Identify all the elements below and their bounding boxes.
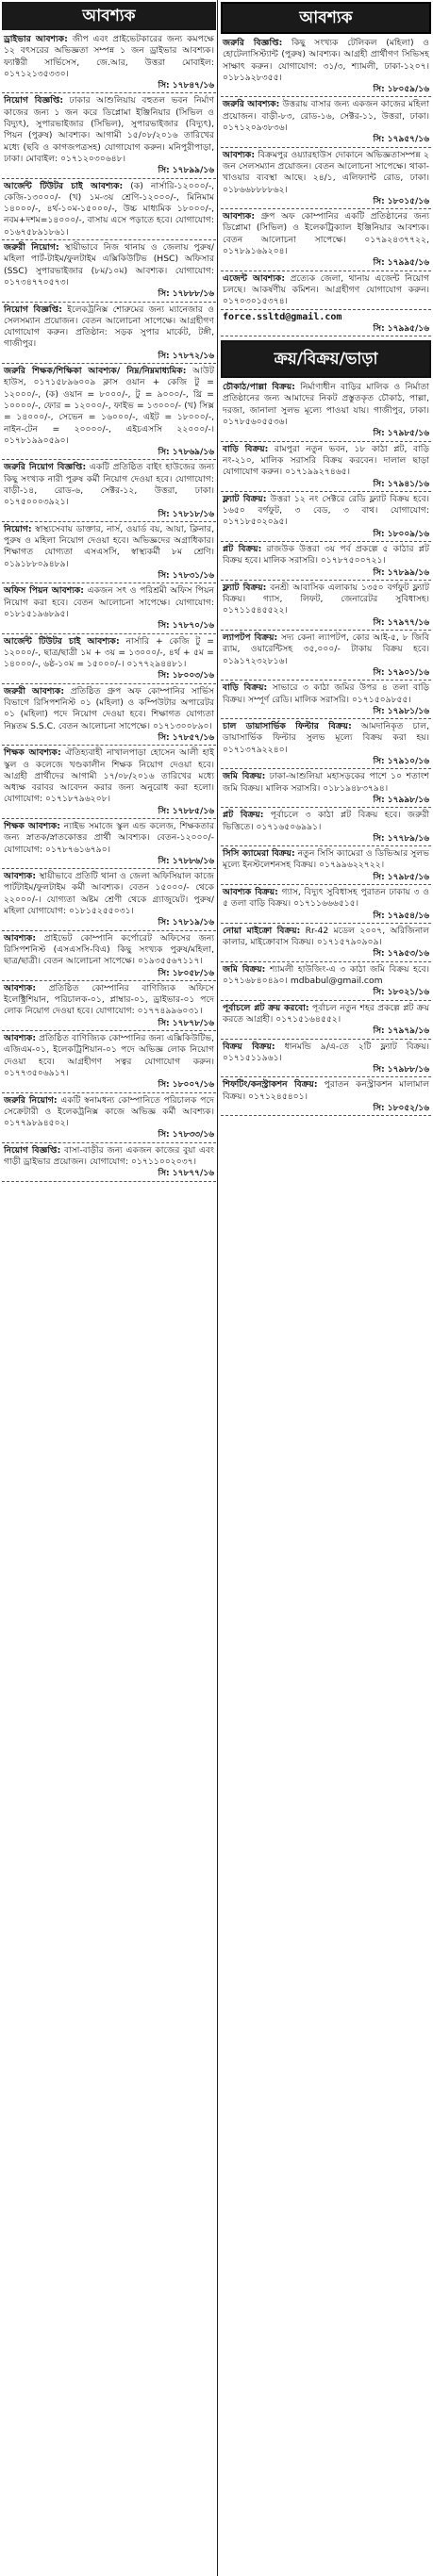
ad-code: সি: ১৭৯৮১/১৬ xyxy=(373,706,429,716)
right-column xyxy=(221,0,431,1116)
ad-body: প্রতিষ্ঠিত বাণিজ্যিক কোম্পানির জন্য এক্সিকিউটিভ, এজিএম-০১, ইলেকট্রিশিয়ান-০১ পদে অভিজ্ঞ লোক নিয়োগ দেওয়া হবে। আগ্রহীগণ সত্বর যোগাযোগ করুন। ০১৭৭৩৫০৬৯১৭। xyxy=(4,1033,214,1078)
classified-ad xyxy=(2,240,216,302)
ad-code: সি: ১৮০৫৮/১৬ xyxy=(158,968,214,978)
ad-heading: আবশ্যক বিক্রয়: xyxy=(223,887,278,897)
ad-heading: শিক্ষক আবশ্যক: xyxy=(4,821,60,831)
ad-code: সি: ১৭৯৫৪/১৬ xyxy=(373,911,429,921)
ad-code: সি: ১৭৯৯৮/১৬ xyxy=(373,795,429,805)
ad-code: সি: ১৭৯৭৭/১৬ xyxy=(373,617,429,628)
ad-body: ঐতিহ্যবাহী নাখালপাড়া হোসেন আলী হাই স্কুল ও কলেজে খণ্ডকালীন শিক্ষক নিয়োগ দেওয়া হবে। আগ্রহী প্রার্থীদের আগামী ১৭/০৮/২০১৬ তারিখের মধ্যে অধ্যক্ষ বরাবর আবেদন করার জন্য অনুরোধ করা হলো। যোগাযোগ: ০১৭১৮৭৯৬২০৮। xyxy=(4,747,214,805)
classified-ad xyxy=(221,924,431,962)
ad-heading: নিয়োগ: xyxy=(4,523,32,534)
classified-ad xyxy=(2,869,216,930)
ad-body: ন্যাইভ সমাজে স্কুল এন্ড কলেজ, শিক্ষকতার জন্য স্নাতক/স্নাতকোত্তর প্রার্থী আবশ্যক। বেতন-১২০০০/- যোগাযোগ: ০১৭৮৭৬১৬৭৯০। xyxy=(4,821,214,855)
ad-body: নতুন সিসি ক্যামেরা ও ডিভিআর সুলভ মূল্যে ইনস্টলেশনসহ বিক্রয়। ০১৭৯৯৬২২৭২২। xyxy=(223,848,429,871)
classified-ad xyxy=(221,962,431,1001)
classified-ad xyxy=(221,769,431,808)
classified-ad xyxy=(2,746,216,819)
ad-heading: চৌকাঠ/পাল্লা বিক্রয়: xyxy=(223,382,295,393)
ad-heading: জরুরী নিয়োগ: xyxy=(4,242,59,254)
ad-code: সি: ১৭৮৪৭/১৬ xyxy=(158,81,214,91)
ad-heading: অফিস পিয়ন আবশ্যক: xyxy=(4,585,84,597)
ad-body: প্রতিষ্ঠিত গ্রুপ অফ কোম্পানির সার্ভিস বিভাগে রিসিপশনিস্ট ০১ (মহিলা) ও কম্পিউটার অপারেটর ০১ (মহিলা) পদে নিয়োগ দেওয়া হবে। শিক্ষাগত যোগ্যতা নিম্নতম S.S.C. বেতন আলোচনা সাপেক্ষে। ০১৭১৩০০৮৯০। xyxy=(4,685,215,731)
classified-ad xyxy=(2,1031,216,1092)
ad-body: উত্তরায় বাসার জন্য একজন কাজের মহিলা প্রয়োজন। বাড়ী-৮৩, রোড-১৬, সেক্টর-১১, উত্তরা, ঢাকা। ০১৭১২০৯৩৮৩৬। xyxy=(223,99,430,134)
classified-ad xyxy=(221,380,431,441)
ad-heading: জরুরি আবশ্যক: xyxy=(223,99,280,110)
ad-body: বাসা-বাড়ীর জন্য একজন কাজের বুয়া এবং গাড়ী ড্রাইভার প্রয়োজন। যোগাযোগ: ০১৭১১০০২০৩৭। xyxy=(4,1144,214,1168)
ad-body: (ক) নার্সারি-১২০০০/-, কেজি-১৩০০০/- (খ) ১ম-৩য় শ্রেণি-১২০০০/-, মিনিমাম ১৪০০০/-, ৪র্থ-১০ম-১৫০০০/-, উচ্চ মাধ্যমিক ১৮০০০/-, নবম+দশম=১৪০০০/-, বাসায় এসে পড়াতে হবে। যোগাযোগ: ০১৬৭৫৮৯১৮৬১। xyxy=(4,180,215,238)
ad-heading: জমি বিক্রয়: xyxy=(223,963,266,975)
ad-code: সি: ১৭৮১৯/১৬ xyxy=(158,918,214,928)
classified-ad xyxy=(2,634,216,684)
left-column xyxy=(2,0,216,1182)
right-ads-list-1 xyxy=(221,36,431,310)
section-header-wanted-left: আবশ্যক xyxy=(2,2,216,30)
ad-heading: আবশ্যক: xyxy=(4,871,37,882)
classified-ad xyxy=(221,97,431,147)
ad-heading: আবশ্যক: xyxy=(4,1033,37,1044)
ad-heading: নোয়া মাইক্রো বিক্রয়: xyxy=(223,925,301,936)
ad-code: সি: ১৭৮৭২/১৬ xyxy=(158,351,214,361)
ad-body: কিছু সংখ্যক টেলিকল (মহিলা) ও হোটেলাসিস্ট্যান্ট (পুরুষ) আবশ্যক। আগ্রহী প্রার্থীগণ সিভিসহ সাক্ষাৎ করুন। যোগাযোগ: ৩১/৩, শ্যামলী, ঢাকা-১২০৭। ০১৮১৯২৮৩৫৫। xyxy=(223,38,429,83)
ad-code: সি: ১৭৮৯৯/১৬ xyxy=(373,567,429,578)
ad-body: বিক্রমপুর ওয়্যারহাউস দোকানে অভিজ্ঞতাসম্পন্ন ২ জন সেলসম্যান প্রয়োজন। বেতন আলোচনা সাপেক্ষে। থাকা-খাওয়ার ব্যবস্থা আছে। ২৪/১, এলিফ্যান্ট রোড, ঢাকা। ০১৮৬৬৮৮৮৮৬২। xyxy=(223,149,430,195)
ad-heading: আবশ্যক: xyxy=(4,982,37,993)
classified-ad xyxy=(221,442,431,492)
ad-body: রামপুরা নতুন ভবন, ১৮ কাঠা প্লট, বাড়ি নং-২১০, মালিক সরাসরি বিক্রয় করবেন। দালাল ছাড়া যোগাযোগ করুন। ০১৭১৯৯২৭৪৬৫। xyxy=(223,443,429,478)
ad-heading: প্লট বিক্রয়: xyxy=(223,543,262,554)
ad-body: নির্মাণাধীন বাড়ির মালিক ও নির্মাতা প্রতিষ্ঠানের জন্য আমাদের নিকট প্রস্তুতকৃত চৌকাঠ, পাল্লা, দরজা, জানালা সুলভ মূল্যে পাওয়া যায়। গাজীপুর, ঢাকা। ০১৭৮৫৬০৫৫৩৬। xyxy=(223,382,430,428)
classified-ad xyxy=(221,271,431,310)
classified-ad xyxy=(221,1077,431,1116)
ad-code: সি: ১৮০০৯/১৬ xyxy=(373,529,429,539)
ad-code: সি: ১৭৯৮৫/১৬ xyxy=(373,429,429,439)
email-address[interactable]: force.ssltd@gmail.com xyxy=(223,311,342,322)
ad-body: প্রাইভেট কোম্পানি কর্পোরেট অফিসের জন্য রিসিপশনিস্ট (এসএসসি-বিএ) কিছু সংখ্যক পুরুষ/মহিলা, ছাত্র/ছাত্রী। বেতন আলোচনা সাপেক্ষে। ০১৯৩৫৫৬৭১১৭। xyxy=(4,932,215,967)
ad-body: বনশ্রী আবাসিক এলাকায় ১৩৫০ বর্গফুট ফ্ল্যাট বিক্রয়। গ্যাস, লিফট, জেনারেটর সুবিধাসহ। ০১৭১১৫৪৫৫২২। xyxy=(223,582,430,616)
ad-heading: আর্জেন্ট টিউটর চাই আবশ্যক: xyxy=(4,635,120,647)
ad-body: আউট হাউস, ০১৭১৫৮৯৬০০৯ ক্লাস ওয়ান + কেজি টু = ১২০০০/-, (ক) ওয়ান = ৮০০০/-, টু = ৯০০০/-, থ্রি = ১০০০০/-, ফোর = ১২০০০/-, ফাইভ = ১৩০০০/- (খ) সিক্স = ১৪০০০/-, সেভেন = ১৬০০০/-, এইট = ১৮০০০/-, নাইন-টেন = ২০০০০/-, এইচএসসি ২২০০০/-। ০১৭৮১৯৯০৫৯০। xyxy=(4,366,214,446)
ad-heading: জমি বিক্রয়: xyxy=(223,771,266,782)
ad-code: সি: ১৭৯৫৩/১৬ xyxy=(373,949,429,960)
column-divider xyxy=(217,0,218,2576)
classified-ad xyxy=(221,719,431,769)
ad-heading: জরুরি শিক্ষক/শিক্ষিকা আবশ্যক/ নিম্ন/নিম্নমাধ্যমিক: xyxy=(4,366,187,377)
classified-ad xyxy=(221,148,431,209)
classified-ad xyxy=(2,460,216,521)
section-header-wanted-right: আবশ্যক xyxy=(221,2,431,34)
ad-body: পুরাতন কনস্ট্রাকশন মালামাল বিক্রয়। ০১৭১২৪৫৪০১। xyxy=(223,1079,430,1102)
ad-code: সি: ১৭৯৮৫/১৬ xyxy=(373,872,429,882)
ad-heading: ফ্ল্যাট বিক্রয়: xyxy=(223,493,267,504)
ad-body: প্রত্যেক জেলা, থানায় এজেন্ট নিয়োগ চলছে। আকর্ষণীয় কমিশন। আগ্রহীগণ যোগাযোগ করুন। ০১৭০৩০১৫৩৭৪। xyxy=(223,272,429,307)
ad-body: স্থায়ীভাবে নিজ থানায় ও জেলায় পুরুষ/মহিলা পার্ট-টাইম/ফুলটাইম এক্সিকিউটিভ (HSC) অফিসার (SSC) সুপারভাইজার (৮ম/১০ম) আবশ্যক। যোগাযোগ: ০১৭৩৪৭৭০৫৭৩। xyxy=(4,242,214,287)
ad-code: সি: ১৮০০৩/১৬ xyxy=(158,671,214,681)
classified-ad xyxy=(221,36,431,97)
ad-body: ইলেকট্রনিক্স শোরুমের জন্য ম্যানেজার ও সেলসম্যান প্রয়োজন। বেতন আলোচনা সাপেক্ষে। আগ্রহীগণ যোগাযোগ করুন। প্রতিষ্ঠান: সড়ক সুপার মার্কেট, টঙ্গী, গাজীপুর। xyxy=(4,304,215,350)
ad-code: সি: ১৭৯১০/১৬ xyxy=(373,757,429,767)
classified-ad xyxy=(221,581,431,631)
ad-body: স্বাস্থ্যসেবায় ডাক্তার, নার্স, ওয়ার্ড বয়, আয়া, ক্লিনার, পুরুষ ও মহিলা নিয়োগ দেওয়া হবে। অভিজ্ঞদের অগ্রাধিকার। শিক্ষাগত যোগ্যতা এসএসসি, স্বাস্থ্যকর্মী ৮ম শ্রেণি। ০১৯১৮৮০৯৪৮৯। xyxy=(4,523,215,569)
ad-body: একটি স্বনামধন্য কোম্পানিতে পরিচালক পদে সেক্রেটারী ও ইলেকট্রনিক্স কাজে অভিজ্ঞ কর্মী আবশ্যক। ০১৭৭৯৮৯৪৫০২। xyxy=(4,1094,214,1129)
classified-ad xyxy=(221,209,431,271)
classified-ad xyxy=(221,681,431,719)
classified-ad xyxy=(2,522,216,583)
classified-ad xyxy=(221,1001,431,1040)
classified-ad xyxy=(2,819,216,869)
classified-ad xyxy=(221,492,431,542)
ad-heading: শিক্ষক আবশ্যক: xyxy=(4,747,61,759)
ad-body: পূর্বাচলে ৩ কাঠা প্লট বিক্রয় হবে। জরুরী ভিত্তিতে। ০১৭১৬৫০৬৯৯১। xyxy=(223,810,430,832)
ad-heading: এজেন্ট আবশ্যক: xyxy=(223,272,286,284)
ad-code: সি: ১৭৮৭০/১৬ xyxy=(158,621,214,632)
right-ads-list-2 xyxy=(221,380,431,1116)
ad-body: ঢাকার আশুলিয়ায় বহুতল ভবন নির্মাণ কাজের জন্য ১ জন করে ডিপ্লোমা ইঞ্জিনিয়ার (সিভিল ও বিদ্যুৎ), সুপারভাইজার (সিভিল), সুপারভাইজার (বিদ্যুৎ), পিয়ন (পুরুষ) আবশ্যক। আগামী ১৫/০৮/২০১৬ তারিখের মধ্যে (ছবি ও কাগজপত্রসহ) যোগাযোগ করুন। মনিপুরীপাড়া, ঢাকা। মোবাইল: ০১৭১২০৩০৬৪৮। xyxy=(4,95,214,164)
email-ad xyxy=(221,310,431,337)
ad-heading: পূর্বাচলে প্লট ক্রয় করবো: xyxy=(223,1002,309,1013)
ad-body: শ্যামলী হাউজিং-এ ৩ কাঠা জমি বিক্রয় হবে। ০১৭১৬৮৪০৪৯০। mdbabul@gmail.com xyxy=(223,963,429,987)
ad-code: সি: ১৭৮৩৩/১৬ xyxy=(158,1130,214,1140)
ad-code: সি: ১৮০৫২/১৬ xyxy=(373,1104,429,1114)
ad-heading: নিয়োগ বিজ্ঞপ্তি: xyxy=(4,1144,61,1156)
classified-ad xyxy=(2,684,216,746)
classified-ad xyxy=(221,1040,431,1078)
ad-code: সি: ১৭৮৭৭/১৬ xyxy=(158,1169,214,1179)
ad-body: সদ্য কেনা ল্যাপটপ, কোর আই-৫, ৮ জিবি র‍্যাম, ওয়ারেন্টিসহ ৩৫,০০০/- টাকায় বিক্রয় হবে। ০১৯১৭২৩২৮১৬। xyxy=(223,632,429,666)
ad-body: Rr-42 মডেল ২০০৭, অরিজিনাল কালার, মাইক্রোবাস বিক্রয়। ০১৭১৫৭৯০৯০৯। xyxy=(223,925,429,948)
ad-heading: ড্রাইভার আবশ্যক: xyxy=(4,34,68,44)
ad-heading: সিসি ক্যামেরা বিক্রয়: xyxy=(223,848,295,860)
ad-heading: ল্যাপটপ বিক্রয়: xyxy=(223,632,278,644)
ad-heading: নিয়োগ বিজ্ঞপ্তি: xyxy=(4,95,64,107)
ad-code: সি: ১৭৮৩১/১৬ xyxy=(158,571,214,582)
classified-ad xyxy=(2,583,216,633)
classified-ad xyxy=(221,631,431,681)
ad-heading: চাল ডায়াসার্ভিক ফিল্টার বিক্রয়: xyxy=(223,721,352,732)
classified-ad xyxy=(221,542,431,581)
ad-code: সি: ১৭৯৫৭/১৬ xyxy=(373,135,429,145)
classified-ad xyxy=(221,808,431,846)
ad-heading: আবশ্যক: xyxy=(223,211,256,222)
ad-code: সি: ১৭৮৫৭/১৬ xyxy=(158,732,214,743)
ad-heading: বিক্রয় বিক্রয়: xyxy=(223,1041,275,1052)
ad-body: আমদানিকৃত চাল, ডায়াসার্ভিক ফিল্টার সুলভ মূল্যে বিক্রয় করা হয়। ০১৭১৩৭৯২২৪০। xyxy=(223,721,429,755)
ad-heading: শিফটিং/কনস্ট্রাকশন বিক্রয়: xyxy=(223,1079,318,1091)
ad-body: ধানমন্ডি ৯/এ-তে ২টি ফ্ল্যাট বিক্রয়। ০১৭১৫১১৯৬১। xyxy=(223,1041,430,1063)
ad-body: জীপ এবং প্রাইভেটকারের জন্য কমপক্ষে ১২ বৎসরের অভিজ্ঞতা সম্পন্ন ১ জন ড্রাইভার আবশ্যক। ফ্যাক্টরী সার্ভিসেস, জে.আর, উত্তরা মোবাইল: ০১৭১২১৩৫৩৩০। xyxy=(4,34,214,79)
ad-code: সি: ১৭৮৮৮/১৬ xyxy=(158,289,214,300)
classified-ad xyxy=(2,93,216,178)
ad-heading: আবশ্যক: xyxy=(223,149,256,160)
classified-ad xyxy=(2,1143,216,1182)
ad-body: গ্রুপ অফ কোম্পানির একটি প্রতিষ্ঠানের জন্য ডিপ্লোমা (সিভিল) ও ইলেকট্রিক্যাল ইঞ্জিনিয়ার আবশ্যক। বেতন আলোচনা সাপেক্ষে। ০১৭৯২৪৩৭৭২২, ০১৭৮৯১৬৯২০৪। xyxy=(223,211,429,257)
ad-body: স্থায়ীভাবে প্রতিটি থানা ও জেলা অফিসিয়াল কাজে পার্টটাইম/ফুলটাইম কর্মী আবশ্যক। বেতন ১৫০০০/- থেকে ২২০০০/-। যোগ্যতা অষ্টম শ্রেণী থেকে গ্র্যাজুয়েট। পুরুষ/মহিলা যোগাযোগ: ০১৮১৫২৫৫০৩১। xyxy=(4,871,215,917)
ad-heading: আর্জেন্ট টিউটর চাই আবশ্যক: xyxy=(4,180,124,191)
ad-code: সি: ১৭৮৯৯/১৬ xyxy=(158,166,214,176)
ad-heading: জরুরি নিয়োগ বিজ্ঞপ্তি: xyxy=(4,462,87,473)
ad-body: সাভারে ৩ কাঠা জমির উপর ৪ তলা বাড়ি বিক্রয়। সম্পূর্ণ রেডি। মালিক সরাসরি। ০১৭১৫০৯৮৫৫। xyxy=(223,682,430,705)
classified-ad xyxy=(2,1093,216,1143)
ad-body: গ্যাস, বিদ্যুৎ সুবিধাসহ পুরাতন ঢাকায় ৩ ও ৫ তলা বাড়ি বিক্রয়। ০১৭১১৬৬৬৫১৫। xyxy=(223,887,429,910)
classified-ad xyxy=(2,179,216,240)
ad-heading: বাড়ি বিক্রয়: xyxy=(223,682,268,694)
section-header-buy-sell-rent: ক্রয়/বিক্রয়/ভাড়া xyxy=(221,340,431,378)
ad-heading: বাড়ি বিক্রয়: xyxy=(223,443,269,454)
ad-heading: আবশ্যক: xyxy=(4,932,37,943)
ad-code: সি: ১৭৭৮৯/১৬ xyxy=(373,833,429,844)
ad-body: প্রতিষ্ঠিত কোম্পানির বাণিজ্যিক অফিসে ইলেক্ট্রিশিয়ান, পরিচালক-০১, প্লাম্বার-০১, ড্রাইভার-০১ পদে লোক নিয়োগ দেওয়া হবে। যোগাযোগ: ০১৭৭৪৯৯৬০৩১। xyxy=(4,982,214,1017)
ad-code: সি: ১৭৮৮৫/১৬ xyxy=(158,806,214,816)
ad-body: একজন সৎ ও পরিশ্রমী অফিস পিয়ন নিয়োগ করা হবে। বেতন আলোচনা সাপেক্ষে। যোগাযোগ: ০১৮১৫১৯৬৮৯৫। xyxy=(4,585,215,619)
ad-code: সি: ১৭৮৮৬/১৬ xyxy=(158,856,214,866)
ad-heading: জরুরি বিজ্ঞপ্তি: xyxy=(223,38,283,48)
ad-body: পূর্বাচল নতুন শহর প্রকল্পে প্লট ক্রয় করতে আগ্রহী। ০১৭১৫১৬৪৫৫২। xyxy=(223,1002,429,1025)
ad-code: সি: ১৮০৫৯/১৬ xyxy=(373,85,429,95)
ad-code: সি: ১৭৮১৮/১৬ xyxy=(158,509,214,519)
ad-code: সি: ১৮০০৭/১৬ xyxy=(158,1080,214,1091)
ad-body: ঢাকা-আশুলিয়া মহাসড়কের পাশে ১০ শতাংশ জমি বিক্রয়। মালিক সরাসরি। ০১৮১৯৪৮৩৭৯৪। xyxy=(223,771,429,794)
ad-body: উত্তরা ১২ নং সেক্টরে রেডি ফ্ল্যাট বিক্রয় হবে। ১৬৫০ বর্গফুট, ৩ বেড, ৩ বাথ। যোগাযোগ: ০১৭১৮৫০২০৯৫। xyxy=(223,493,430,528)
left-ads-list xyxy=(2,32,216,1182)
classified-ad xyxy=(2,981,216,1031)
ad-body: নার্সারি + কেজি টু = ১২০০০/-, ছাত্র/ছাত্রী ১ম + ৩য় = ১৩০০০/-, ৪র্থ + ৫ম = ১৪০০০/-, ৬ষ্ঠ-১০ম = ১৫০০০/-। ০১৭৭২৯৪৪৮১। xyxy=(4,635,215,670)
ad-code: সি: ১৭৮৬৯/১৬ xyxy=(158,448,214,458)
classified-ad xyxy=(2,931,216,981)
classified-ad xyxy=(2,364,216,460)
ad-code: সি: ১৭৯৭৯/১৬ xyxy=(373,1026,429,1037)
classified-ad xyxy=(2,32,216,93)
ad-heading: নিয়োগ বিজ্ঞপ্তি: xyxy=(4,304,62,315)
ad-body: একটি প্রতিষ্ঠিত বাইং হাউজের জন্য কিছু সংখ্যক নারী পুরুষ কর্মী নিয়োগ দেওয়া হবে। যোগাযোগ: বাড়ী-১৪, রোড-৬, সেক্টর-১২, উত্তরা, ঢাকা। ০১৭৫০০০৩৯২১। xyxy=(4,462,215,508)
ad-heading: ফ্ল্যাট বিক্রয়: xyxy=(223,582,267,593)
ad-code: সি: ১৭৯০১/১৬ xyxy=(373,667,429,678)
classified-ad xyxy=(2,303,216,364)
ad-heading: জরুরি নিয়োগ: xyxy=(4,1094,58,1106)
ad-code: সি: ১৮০২১/১৬ xyxy=(373,988,429,998)
ad-heading: জরুরী আবশ্যক: xyxy=(4,685,65,697)
ad-body: রাজউক উত্তরা ৩য় পর্ব প্রকল্পে ৫ কাঠার প্লট বিক্রয় হবে। মালিক সরাসরি। ০১৭৮৭৫০০৭২১। xyxy=(223,543,429,566)
ad-code: সি: ১৭৯৯৫/১৬ xyxy=(373,323,429,334)
ad-code: সি: ১৭৮৭৮/১৬ xyxy=(158,1018,214,1028)
classified-ad xyxy=(221,885,431,924)
ad-code: সি: ১৭৯৮৮/১৬ xyxy=(373,1065,429,1075)
ad-code: সি: ১৭৯৪১/১৬ xyxy=(373,479,429,489)
classified-ad xyxy=(221,846,431,885)
ad-heading: প্লট বিক্রয়: xyxy=(223,810,264,821)
ad-code: সি: ১৮০১৫/১৬ xyxy=(373,196,429,206)
ad-code: সি: ১৭৯৯৫/১৬ xyxy=(373,258,429,269)
